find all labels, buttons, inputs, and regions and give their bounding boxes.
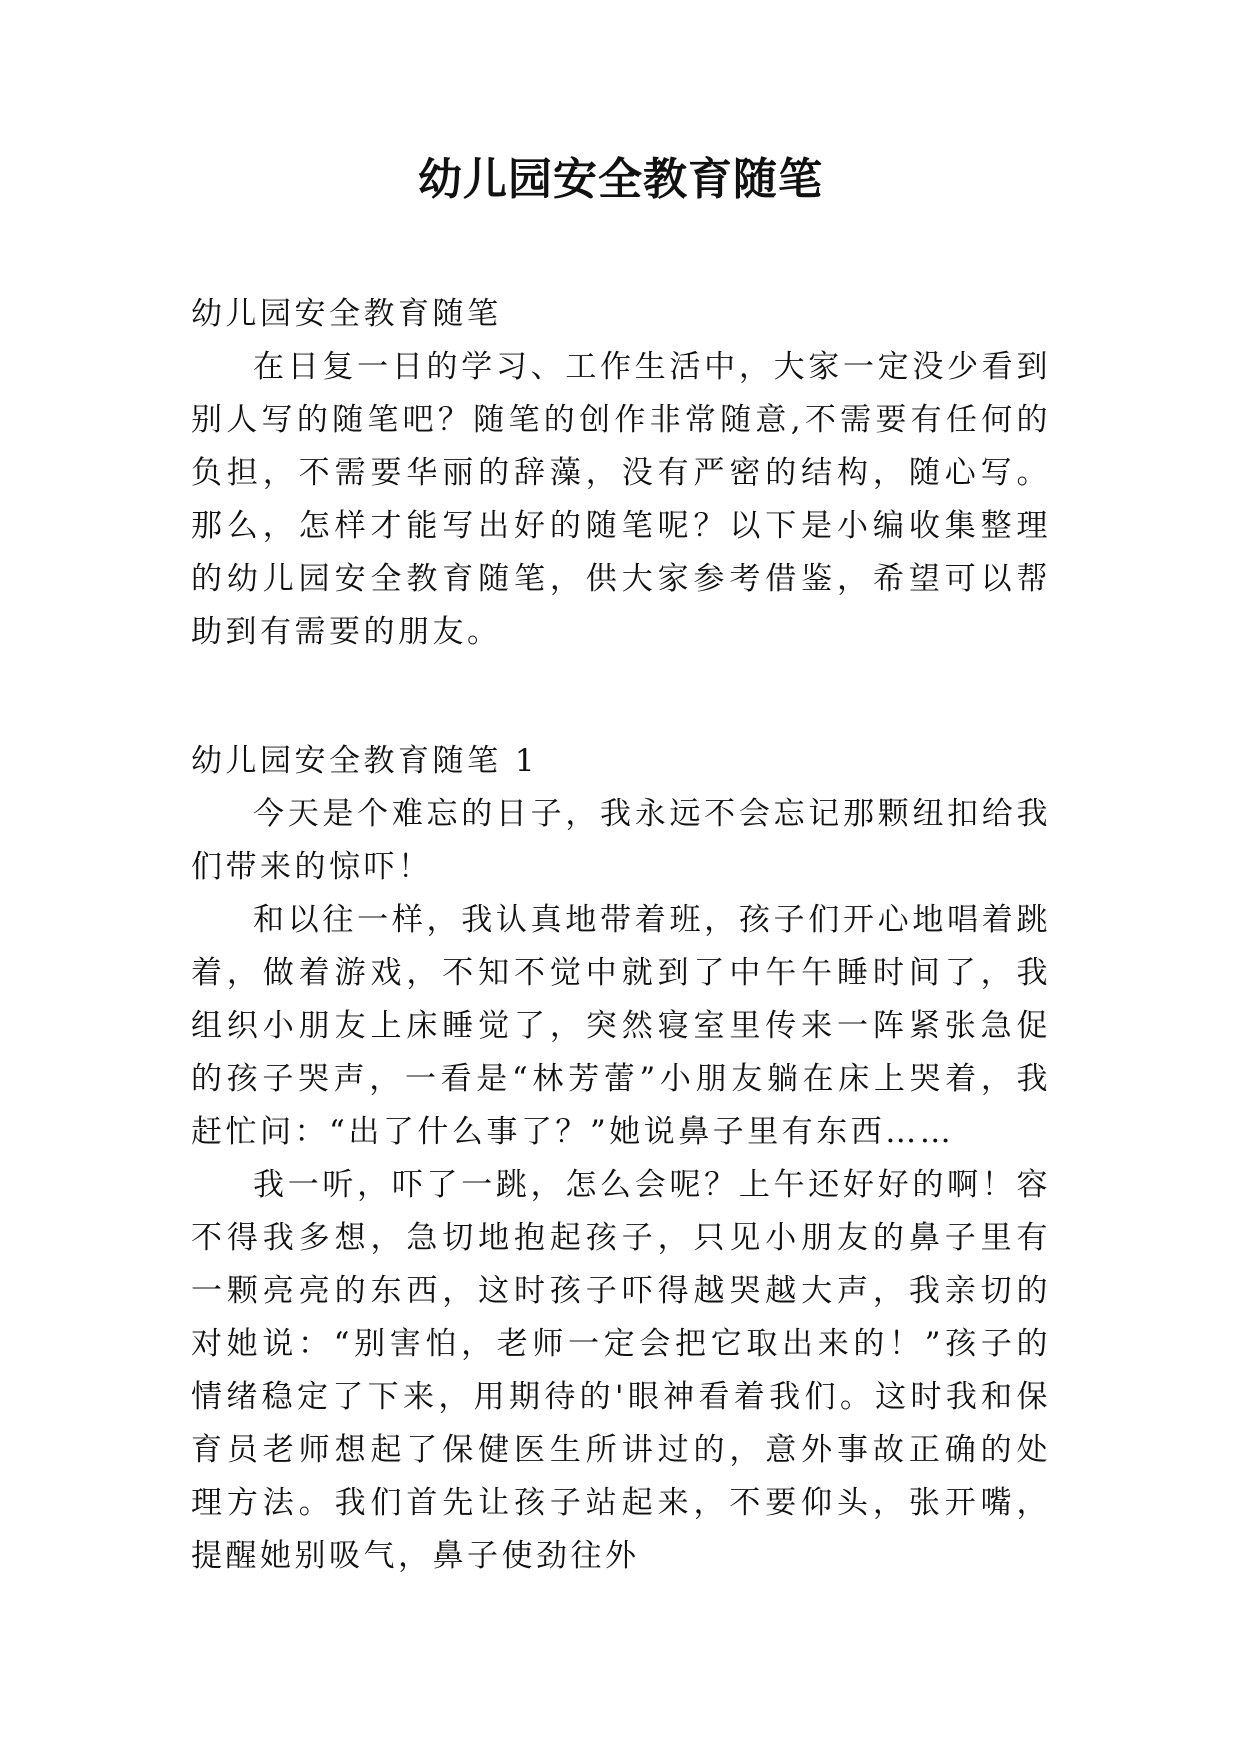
document-title: 幼儿园安全教育随笔 — [418, 154, 823, 205]
section-1-paragraph: 今天是个难忘的日子，我永远不会忘记那颗纽扣给我们带来的惊吓！ — [191, 796, 1051, 885]
section-spacer — [191, 659, 1051, 735]
document-body — [191, 288, 1051, 1583]
section-1-paragraph: 和以往一样，我认真地带着班，孩子们开心地唱着跳着，做着游戏，不知不觉中就到了中午午睡时间了，我组织小朋友上床睡觉了，突然寝室里传来一阵紧张急促的孩子哭声，一看是“林芳蕾”小朋友躺在床上哭着，我赶忙问：“出了什么事了？”她说鼻子里有东西…… — [191, 902, 1051, 1150]
section-1-paragraph: 我一听，吓了一跳，怎么会呢？上午还好好的啊！容不得我多想，急切地抱起孩子，只见小朋友的鼻子里有一颗亮亮的东西，这时孩子吓得越哭越大声，我亲切的对她说：“别害怕，老师一定会把它取出来的！”孩子的情绪稳定了下来，用期待的'眼神看着我们。这时我和保育员老师想起了保健医生所讲过的，意外事故正确的处理方法。我们首先让孩子站起来，不要仰头，张开嘴，提醒她别吸气，鼻子使劲往外 — [191, 1167, 1051, 1574]
intro-paragraph: 在日复一日的学习、工作生活中，大家一定没少看到别人写的随笔吧？随笔的创作非常随意,不需要有任何的负担，不需要华丽的辞藻，没有严密的结构，随心写。那么，怎样才能写出好的随笔呢？以下是小编收集整理的幼儿园安全教育随笔，供大家参考借鉴，希望可以帮助到有需要的朋友。 — [191, 349, 1051, 650]
intro-heading: 幼儿园安全教育随笔 — [191, 296, 502, 332]
section-1-heading: 幼儿园安全教育随笔 1 — [191, 743, 539, 779]
